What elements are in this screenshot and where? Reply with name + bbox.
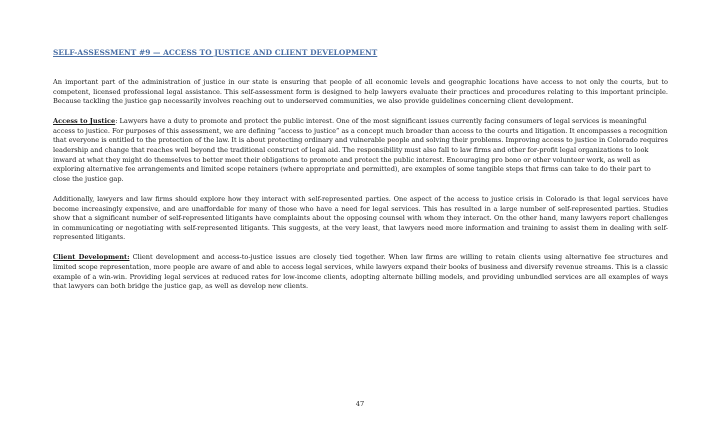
access-to-justice-text: Lawyers have a duty to promote and protect the public interest. One of the most significant issues currently facing consumers of legal services is meaningful access to justice. For purposes of this assessment, we are defining “access to justice” as a concept much broader than access to the courts and litigation. It encompasses a recognition that everyone is entitled to the protection of the law. It is about protecting ordinary and vulnerable people and solving their problems. Improving access to justice in Colorado requires leadership and change that reaches well beyond the traditional construct of legal aid. The responsibility must also fall to law firms and other for-profit legal organizations to look inward at what they might do themselves to better meet their obligations to promote and protect the public interest. Encouraging pro bono or other volunteer work, as well as exploring alternative fee arrangements and limited scope retainers (where appropriate and permitted), are examples of some tangible steps that firms can take to do their part to close the justice gap. [53, 117, 668, 183]
client-development-lead: Client Development: [53, 253, 130, 262]
page-number: 47 [355, 400, 365, 408]
access-to-justice-paragraph [53, 117, 668, 184]
section-heading: SELF-ASSESSMENT #9 — ACCESS TO JUSTICE AND CLIENT DEVELOPMENT [53, 48, 378, 57]
access-to-justice-lead: Access to Justice [53, 117, 116, 126]
access-to-justice-colon: : [115, 117, 118, 126]
intro-paragraph: An important part of the administration of justice in our state is ensuring that people of all economic levels and geographic locations have access to not only the courts, but to competent, licensed professional legal assistance. This self-assessment form is designed to help lawyers evaluate their practices and procedures relating to this important principle. Because tackling the justice gap necessarily involves reaching out to underserved communities, we also provide guidelines concerning client development. [53, 78, 668, 106]
client-development-text: Client development and access-to-justice issues are closely tied together. When law firms are willing to retain clients using alternative fee structures and limited scope representation, more people are aware of and able to access legal services, while lawyers expand their books of business and diversify revenue streams. This is a classic example of a win-win. Providing legal services at reduced rates for low-income clients, adopting alternate billing models, and providing unbundled services are all examples of ways that lawyers can both bridge the justice gap, as well as develop new clients. [53, 253, 668, 291]
client-development-paragraph [53, 253, 668, 291]
self-represented-paragraph: Additionally, lawyers and law firms should explore how they interact with self-represented parties. One aspect of the access to justice crisis in Colorado is that legal services have become increasingly expensive, and are unaffordable for many of those who have a need for legal services. This has resulted in a large number of self-represented parties. Studies show that a significant number of self-represented litigants have complaints about the opposing counsel with whom they interact. On the other hand, many lawyers report challenges in communicating or negotiating with self-represented litigants. This suggests, at the very least, that lawyers need more information and training to assist them in dealing with self-represented litigants. [53, 194, 668, 242]
